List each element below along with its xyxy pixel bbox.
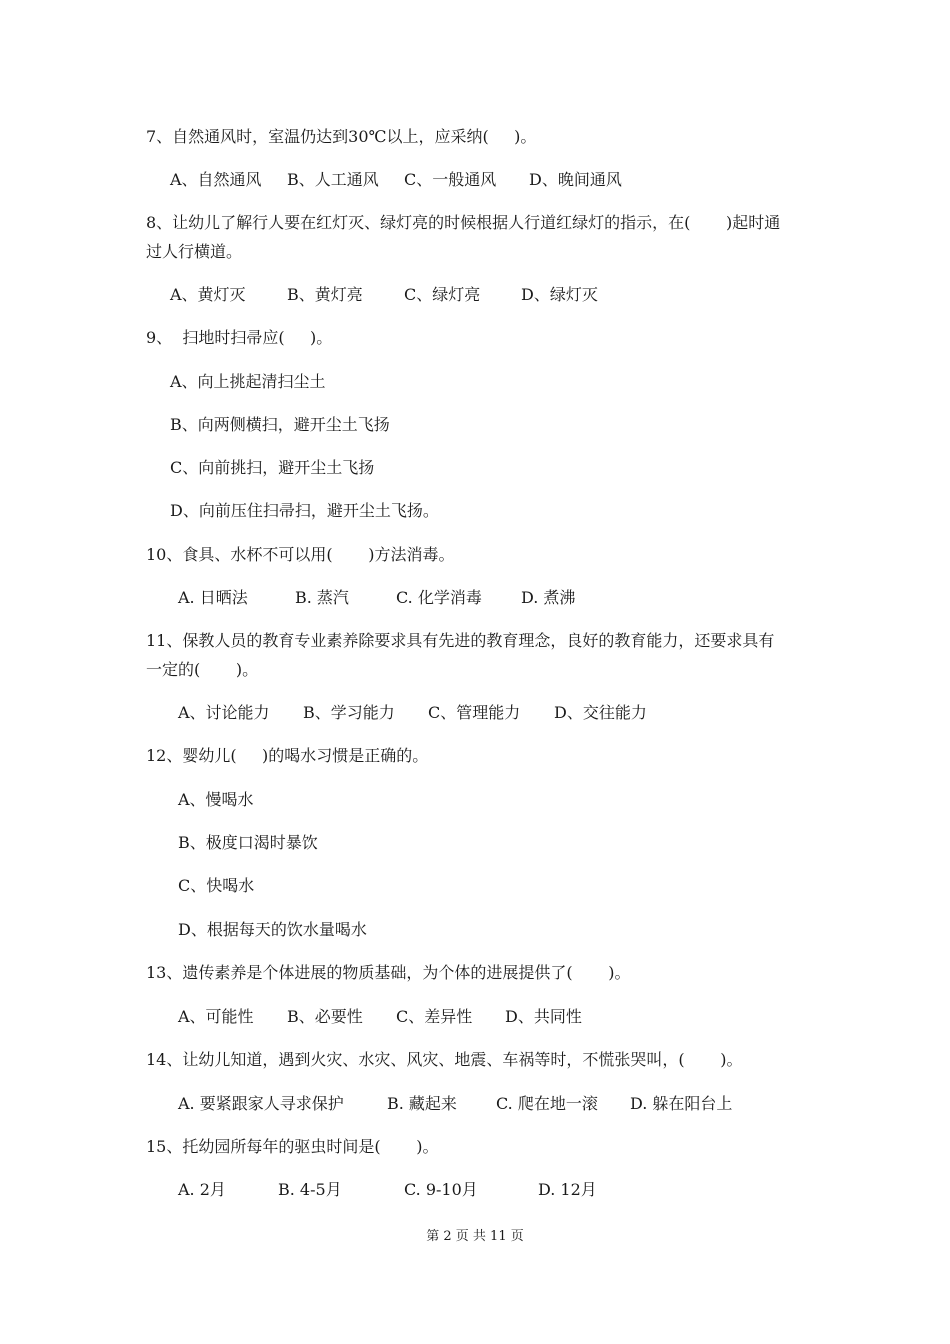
question-11-option-b: B、学习能力 xyxy=(303,703,395,722)
question-7-option-d: D、晚间通风 xyxy=(529,170,622,189)
question-8-option-c: C、绿灯亮 xyxy=(404,285,481,304)
question-8-option-b: B、黄灯亮 xyxy=(287,285,363,304)
question-15-option-a: A. 2月 xyxy=(178,1180,226,1199)
question-13-option-a: A、可能性 xyxy=(178,1007,254,1026)
question-9-option-d: D、向前压住扫帚扫，避开尘土飞扬。 xyxy=(170,501,439,520)
question-11-option-c: C、管理能力 xyxy=(428,703,521,722)
question-12-option-b: B、极度口渴时暴饮 xyxy=(178,833,318,852)
question-15-option-d: D. 12月 xyxy=(538,1180,597,1199)
question-11-stem-line-1: 11、保教人员的教育专业素养除要求具有先进的教育理念，良好的教育能力，还要求具有 xyxy=(146,631,775,650)
question-12-stem: 12、婴幼儿( )的喝水习惯是正确的。 xyxy=(146,746,429,765)
question-8-option-d: D、绿灯灭 xyxy=(521,285,598,304)
question-12-option-a: A、慢喝水 xyxy=(178,790,254,809)
question-13-option-d: D、共同性 xyxy=(505,1007,582,1026)
question-11-stem-line-2: 一定的( )。 xyxy=(146,660,259,679)
question-10-option-b: B. 蒸汽 xyxy=(295,588,349,607)
question-14-stem: 14、让幼儿知道，遇到火灾、水灾、风灾、地震、车祸等时，不慌张哭叫，( )。 xyxy=(146,1050,743,1069)
question-10-option-a: A. 日晒法 xyxy=(178,588,248,607)
question-9-option-c: C、向前挑扫，避开尘土飞扬 xyxy=(170,458,375,477)
question-9-option-a: A、向上挑起清扫尘土 xyxy=(170,372,326,391)
question-8-option-a: A、黄灯灭 xyxy=(170,285,246,304)
question-15-stem: 15、托幼园所每年的驱虫时间是( )。 xyxy=(146,1137,439,1156)
question-14-option-a: A. 要紧跟家人寻求保护 xyxy=(178,1094,344,1113)
question-13-option-c: C、差异性 xyxy=(396,1007,473,1026)
question-9-stem: 9、 扫地时扫帚应( )。 xyxy=(146,328,333,347)
question-7-option-a: A、自然通风 xyxy=(170,170,262,189)
question-7-option-c: C、一般通风 xyxy=(404,170,497,189)
question-13-stem: 13、遗传素养是个体进展的物质基础，为个体的进展提供了( )。 xyxy=(146,963,631,982)
question-11-option-a: A、讨论能力 xyxy=(178,703,270,722)
question-15-option-c: C. 9-10月 xyxy=(404,1180,478,1199)
question-7-stem: 7、自然通风时，室温仍达到30℃以上，应采纳( )。 xyxy=(146,127,537,146)
question-8-stem-line-1: 8、让幼儿了解行人要在红灯灭、绿灯亮的时候根据人行道红绿灯的指示，在( )起时通 xyxy=(146,213,781,232)
question-14-option-d: D. 躲在阳台上 xyxy=(630,1094,733,1113)
question-14-option-b: B. 藏起来 xyxy=(387,1094,457,1113)
question-15-option-b: B. 4-5月 xyxy=(278,1180,342,1199)
question-8-stem-line-2: 过人行横道。 xyxy=(146,242,243,261)
page-number-footer: 第 2 页 共 11 页 xyxy=(426,1229,524,1244)
question-10-option-c: C. 化学消毒 xyxy=(396,588,482,607)
question-13-option-b: B、必要性 xyxy=(287,1007,363,1026)
question-12-option-c: C、快喝水 xyxy=(178,876,255,895)
question-11-option-d: D、交往能力 xyxy=(554,703,647,722)
question-10-stem: 10、食具、水杯不可以用( )方法消毒。 xyxy=(146,545,455,564)
question-7-option-b: B、人工通风 xyxy=(287,170,379,189)
question-12-option-d: D、根据每天的饮水量喝水 xyxy=(178,920,367,939)
question-14-option-c: C. 爬在地一滚 xyxy=(496,1094,598,1113)
question-9-option-b: B、向两侧横扫，避开尘土飞扬 xyxy=(170,415,390,434)
question-10-option-d: D. 煮沸 xyxy=(521,588,576,607)
